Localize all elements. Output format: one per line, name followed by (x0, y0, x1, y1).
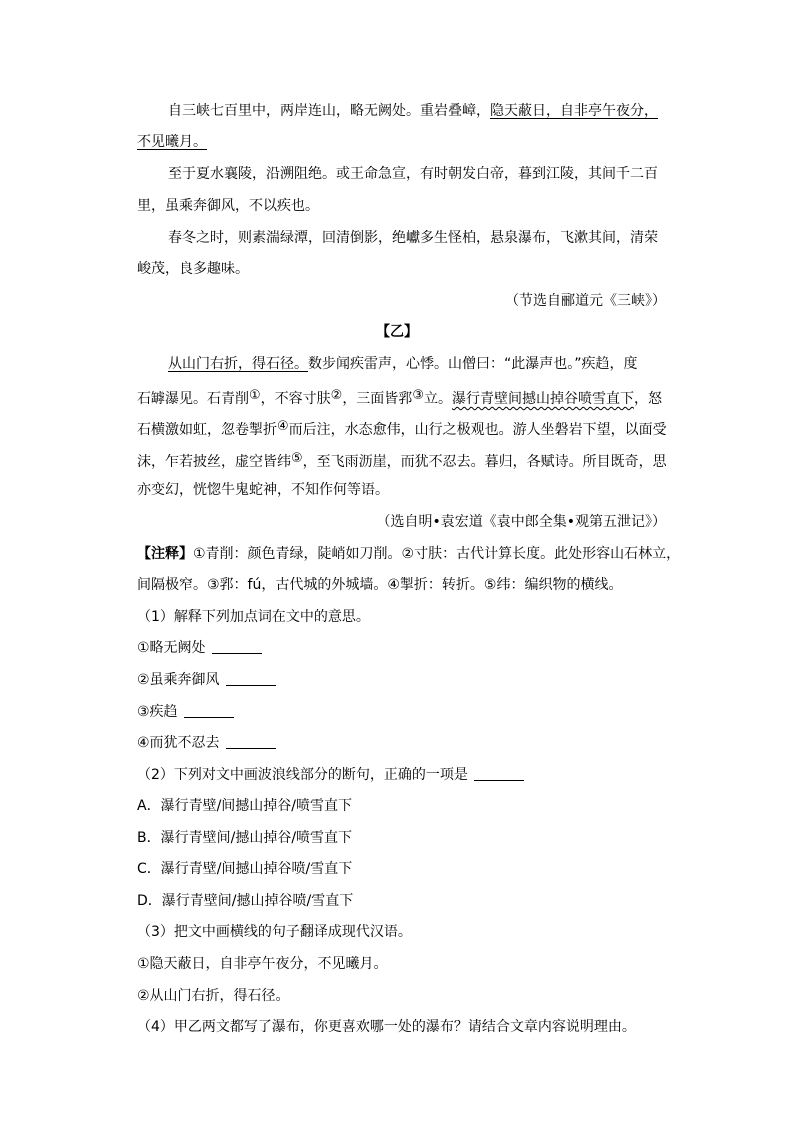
q1-item-1: ①略无阙处 (137, 638, 262, 658)
q3-item-2: ②从山门右折，得石径。 (137, 988, 290, 1004)
question-2: （2）下列对文中画波浪线部分的断句，正确的一项是 (137, 765, 524, 785)
q2-option-d: D．瀑行青壁间/撼山掉谷喷/雪直下 (137, 893, 354, 909)
answer-blank[interactable] (226, 734, 276, 749)
notes-line1: 【注释】①青削：颜色青绿，陡峭如刀削。②寸肤：古代计算长度。此处形容山石林立， (137, 546, 681, 562)
answer-blank[interactable] (212, 639, 262, 654)
yi-line1: 从山门右折，得石径。数步闻疾雷声，心悸。山僧曰：“此瀑声也。”疾趋，度 (168, 356, 638, 372)
q3-item-1: ①隐天蔽日，自非亭午夜分，不见曦月。 (137, 956, 388, 972)
jia-underlined-sentence: 隐天蔽日，自非亭午夜分， (490, 103, 658, 119)
yi-line4: 沫，乍若披丝，虚空皆纬⑤，至飞雨沥崖，而犹不忍去。暮归，各赋诗。所目既奇，思 (137, 451, 667, 470)
note-marker-3: ③ (412, 388, 424, 403)
q2-option-a: A．瀑行青壁/间撼山掉谷/喷雪直下 (137, 798, 353, 814)
q1-item-3: ③疾趋 (137, 702, 234, 722)
jia-p2-line2: 里，虽乘奔御风，不以疾也。 (137, 198, 319, 214)
yi-wavy-sentence: 瀑行青壁间撼山掉谷喷雪直下 (451, 391, 634, 407)
jia-p2-line1: 至于夏水襄陵，沿溯阻绝。或王命急宣，有时朝发白帝，暮到江陵，其间千二百 (168, 166, 658, 182)
notes-line2: 间隔极窄。③郛：fú，古代城的外城墙。④掣折：转折。⑤纬：编织物的横线。 (137, 577, 623, 593)
q2-option-b: B．瀑行青壁间/撼山掉谷/喷雪直下 (137, 830, 353, 846)
notes-label: 【注释】 (137, 546, 193, 562)
jia-p1-line2 (137, 132, 207, 152)
note-marker-1: ① (249, 388, 261, 403)
q1-item-4: ④而犹不忍去 (137, 733, 276, 753)
jia-p1-line1: 自三峡七百里中，两岸连山，略无阙处。重岩叠嶂，隐天蔽日，自非亭午夜分， (168, 103, 658, 119)
answer-blank[interactable] (474, 766, 524, 781)
note-marker-5: ⑤ (291, 451, 303, 466)
question-4: （4）甲乙两文都写了瀑布，你更喜欢哪一处的瀑布？请结合文章内容说明理由。 (137, 1019, 636, 1035)
question-3: （3）把文中画横线的句子翻译成现代汉语。 (137, 924, 412, 940)
yi-line5: 亦变幻，恍惚牛鬼蛇神，不知作何等语。 (137, 482, 389, 498)
q1-item-2: ②虽乘奔御风 (137, 670, 276, 690)
answer-blank[interactable] (226, 671, 276, 686)
jia-underlined-sentence-end: 不见曦月。 (137, 134, 207, 150)
jia-p3-line2: 峻茂，良多趣味。 (137, 261, 249, 277)
yi-line3: 石横激如虹，忽卷掣折④而后注，水态愈伟，山行之极观也。游人坐磐岩下望，以面受 (137, 419, 667, 438)
q2-option-c: C．瀑行青壁/间撼山掉谷喷/雪直下 (137, 861, 353, 877)
question-1: （1）解释下列加点词在文中的意思。 (137, 609, 370, 625)
note-marker-4: ④ (277, 419, 289, 434)
yi-underlined-sentence: 从山门右折，得石径。 (168, 356, 308, 372)
answer-blank[interactable] (184, 703, 234, 718)
yi-heading: 【乙】 (376, 324, 418, 340)
jia-p3-line1: 春冬之时，则素湍绿潭，回清倒影，绝巘多生怪柏，悬泉瀑布，飞漱其间，清荣 (168, 230, 658, 246)
yi-line2: 石罅瀑见。石青削①，不容寸肤②，三面皆郛③立。瀑行青壁间撼山掉谷喷雪直下，怒 (137, 388, 662, 407)
jia-source: （节选自郦道元《三峡》） (505, 293, 666, 309)
note-marker-2: ② (330, 388, 343, 403)
yi-source: （选自明•袁宏道《袁中郎全集•观第五泄记》） (376, 514, 666, 530)
